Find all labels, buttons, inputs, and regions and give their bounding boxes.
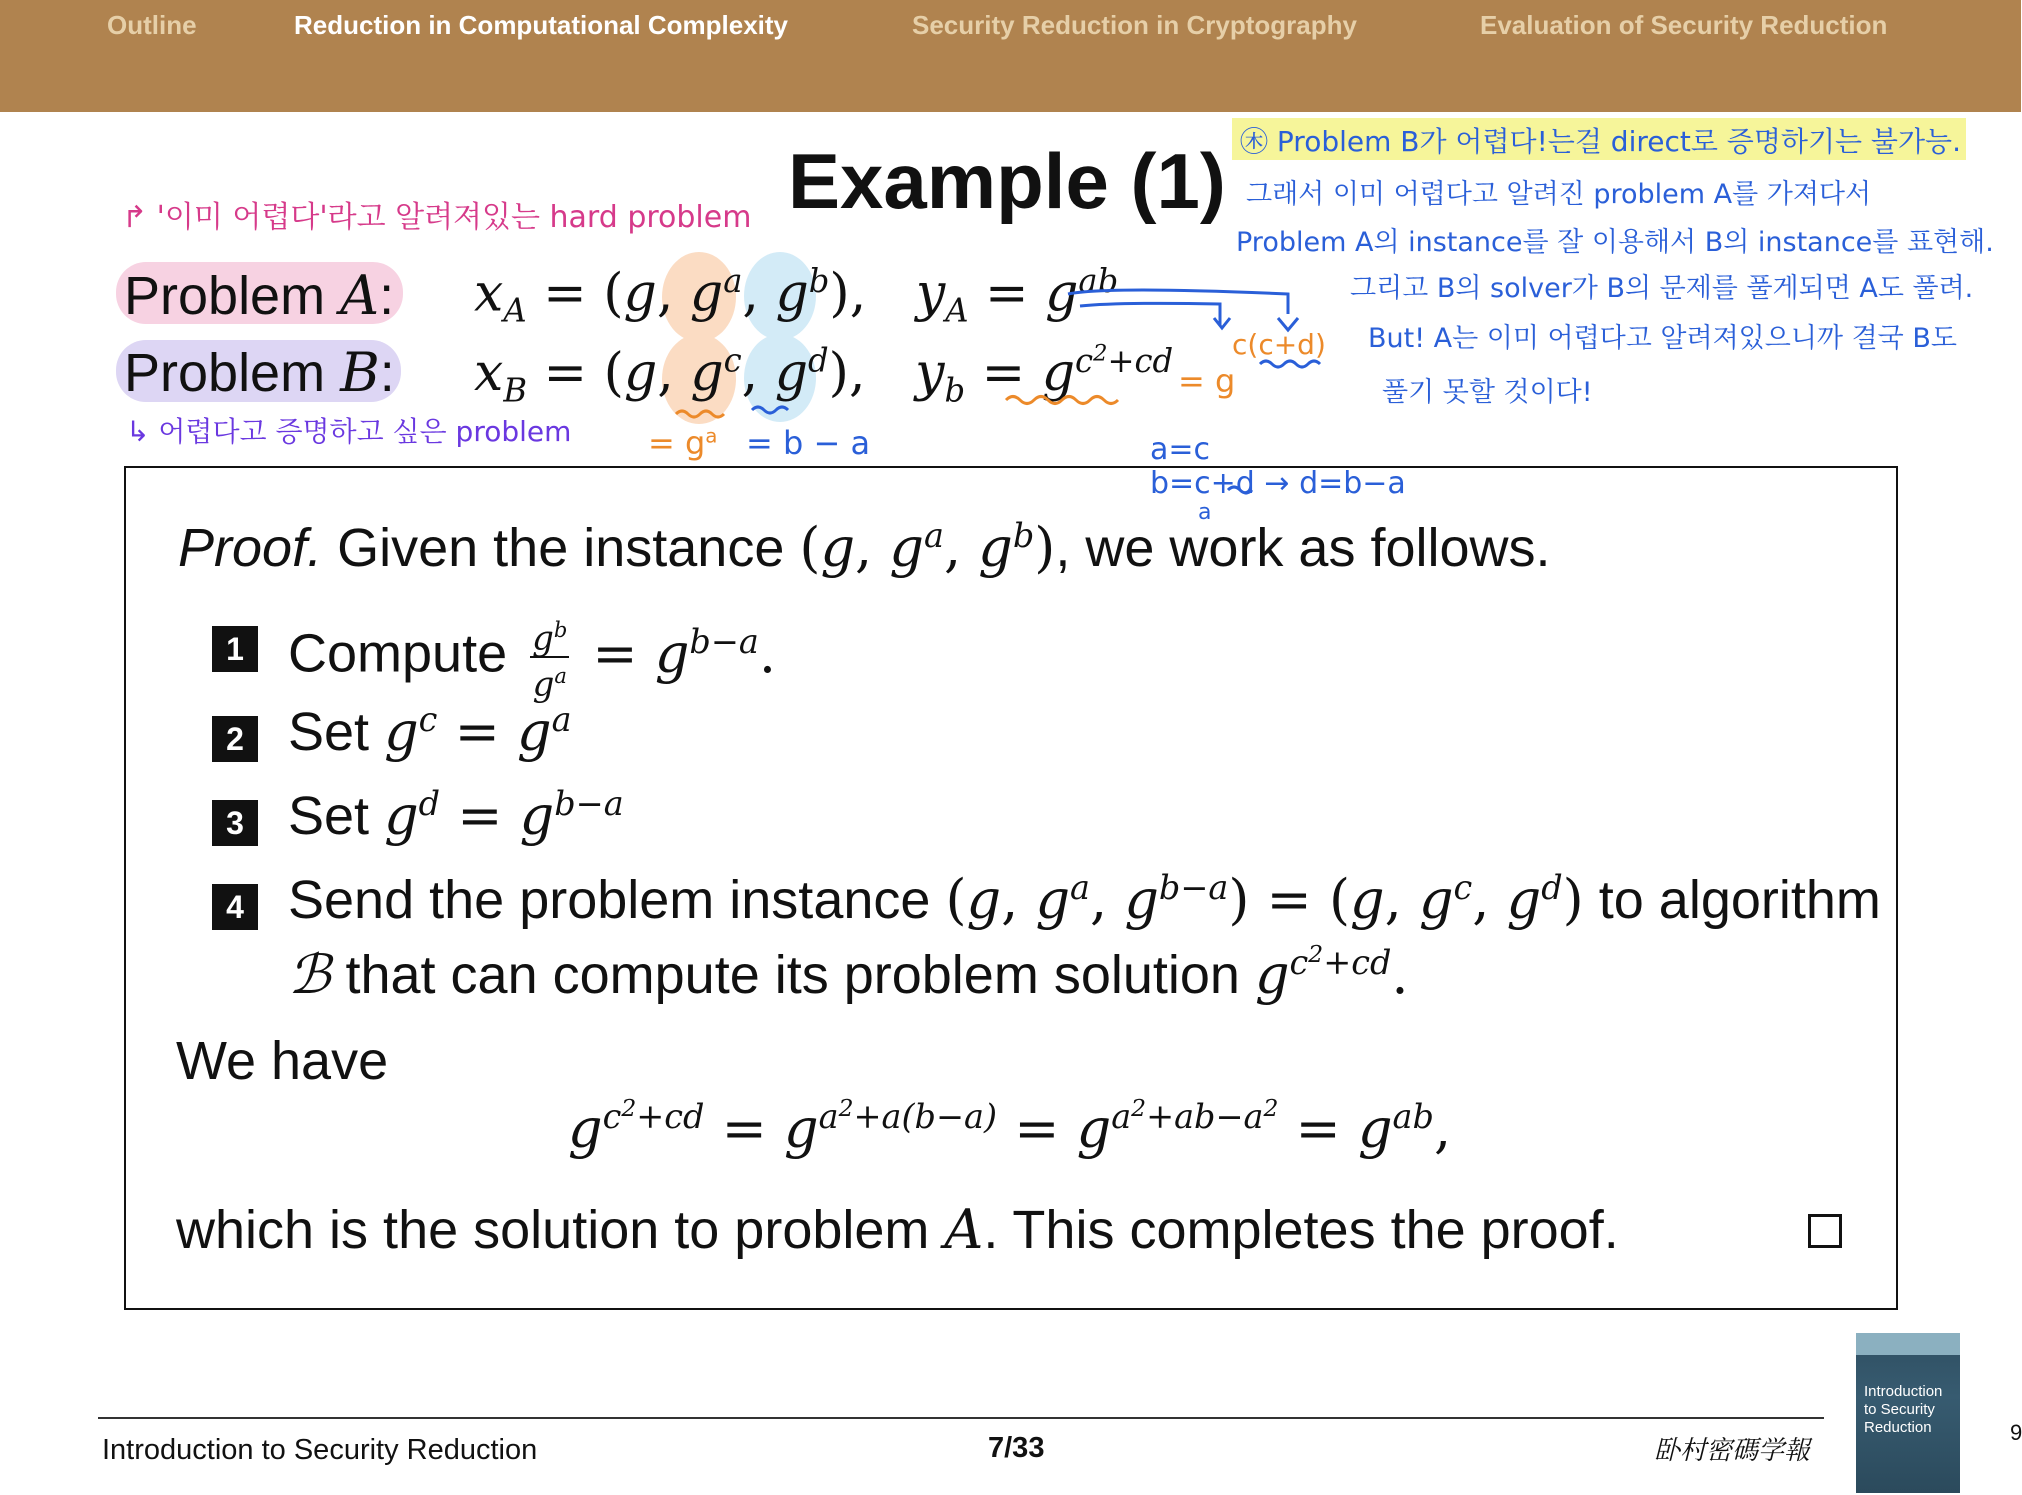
book-cover-strip — [1856, 1333, 1960, 1355]
step-1-label: Compute — [288, 623, 508, 684]
note-c-c-plus-d: c(c+d) — [1232, 328, 1326, 361]
footer-title: Introduction to Security Reduction — [102, 1434, 538, 1466]
proof-intro-text: Given the instance — [337, 518, 785, 578]
book-title-line-2: to Security — [1864, 1401, 1935, 1418]
hard-problem-note: ↱ '이미 어렵다'라고 알려져있는 hard problem — [122, 200, 752, 235]
nav-item-evaluation-of-security-reduction[interactable]: Evaluation of Security Reduction — [1480, 10, 1888, 40]
note-b-minus-a: = b − a — [746, 424, 871, 462]
step-1: Compute $\frac{g^b}{g^a}$ = $g^{b-a}$. — [288, 612, 776, 703]
step-number-1: 1 — [212, 626, 258, 672]
step-number-2: 2 — [212, 716, 258, 762]
step-4-line-1: Send the problem instance (g, $g^a$, $g^{b-a}) = (g$, $g^c$, $g^d$) to algorithm — [288, 868, 1881, 931]
qed-box-icon — [1808, 1214, 1842, 1248]
we-have-text: We have — [176, 1031, 389, 1091]
nav-item-security-reduction-in-cryptography[interactable]: Security Reduction in Cryptography — [912, 10, 1357, 40]
note-a-under-c: a — [1198, 500, 1212, 525]
problem-b-equation: $x_B = (g$, $g^c$, $g^d$), $y_b = g^{c^2+cd}$ — [474, 340, 1174, 410]
right-note-line-5: But! A는 이미 어렵다고 알려져있으니까 결국 B도 — [1368, 323, 1957, 354]
note-equals-g: = g — [1178, 362, 1236, 400]
want-to-prove-note: ↳ 어렵다고 증명하고 싶은 problem — [126, 415, 572, 448]
nav-item-outline[interactable]: Outline — [107, 10, 197, 40]
slide-title: Example (1) — [788, 137, 1226, 225]
step-3-label: Set — [288, 786, 370, 846]
step-4-line-2: ℬ that can compute its problem solution $g^{c^2+cd}$. — [288, 940, 1409, 1007]
fraction-gb-over-ga: $\frac{g^b}{g^a}$ — [530, 612, 569, 703]
step-4-label: Send the problem instance — [288, 870, 931, 930]
step-2: Set $g^c = g^a$ — [288, 700, 572, 763]
conclusion-text: which is the solution to problem — [176, 1200, 930, 1260]
step-4-solution-text: that can compute its problem solution — [345, 945, 1240, 1006]
step-3: Set $g^d = g^{b-a}$ — [288, 784, 624, 847]
book-title-line-3: Reduction — [1864, 1419, 1932, 1436]
edge-page-char: 9 — [2010, 1420, 2022, 1445]
page-number: 7/33 — [988, 1432, 1045, 1464]
step-number-3: 3 — [212, 800, 258, 846]
step-2-label: Set — [288, 702, 370, 762]
step-number-4: 4 — [212, 884, 258, 930]
right-note-line-4: 그리고 B의 solver가 B의 문제를 풀게되면 A도 풀려. — [1350, 273, 1974, 304]
derivation-equation: $g^{c^2+cd} = g^{a^2+a(b-a)} = g^{a^2+ab-a^2} = g^{ab}$, — [568, 1094, 1452, 1161]
step-4-to-algorithm: to algorithm — [1598, 870, 1881, 930]
book-title-line-1: Introduction — [1864, 1383, 1943, 1400]
right-note-line-2: 그래서 이미 어렵다고 알려진 problem A를 가져다서 — [1246, 179, 1872, 210]
footer-logo: 卧村密碼学報 — [1654, 1436, 1811, 1466]
proof-word: Proof. — [178, 518, 323, 578]
right-note-line-6: 풀기 못할 것이다! — [1382, 377, 1593, 408]
problem-a-equation: $x_A = (g$, $g^a$, $g^b$), $y_A = g^{ab}$ — [474, 262, 1119, 330]
right-note-line-1: ㊍ Problem B가 어렵다!는걸 direct로 증명하기는 불가능. — [1240, 125, 1961, 158]
note-b-equals-c-plus-d: b=c+d → d=b−a — [1150, 466, 1406, 501]
nav-item-reduction-in-computational-complexity[interactable]: Reduction in Computational Complexity — [294, 10, 789, 40]
problem-b-label: Problem B: — [124, 341, 395, 404]
instance-tuple: (g, $g^a$, $g^b$) — [799, 516, 1056, 579]
footer-divider — [98, 1417, 1824, 1419]
conclusion-tail: . This completes the proof. — [983, 1200, 1619, 1260]
conclusion: which is the solution to problem A. This completes the proof. — [176, 1198, 1619, 1261]
proof-intro-tail: , we work as follows. — [1055, 518, 1551, 578]
note-a-equals-c: a=c — [1150, 432, 1211, 467]
problem-a-label: Problem A: — [124, 264, 395, 327]
book-cover-thumbnail — [1856, 1333, 1960, 1493]
right-note-line-3: Problem A의 instance를 잘 이용해서 B의 instance를 표현해. — [1236, 227, 1994, 258]
proof-intro — [178, 516, 1551, 579]
note-equals-ga: = $g^a$ — [648, 424, 718, 462]
